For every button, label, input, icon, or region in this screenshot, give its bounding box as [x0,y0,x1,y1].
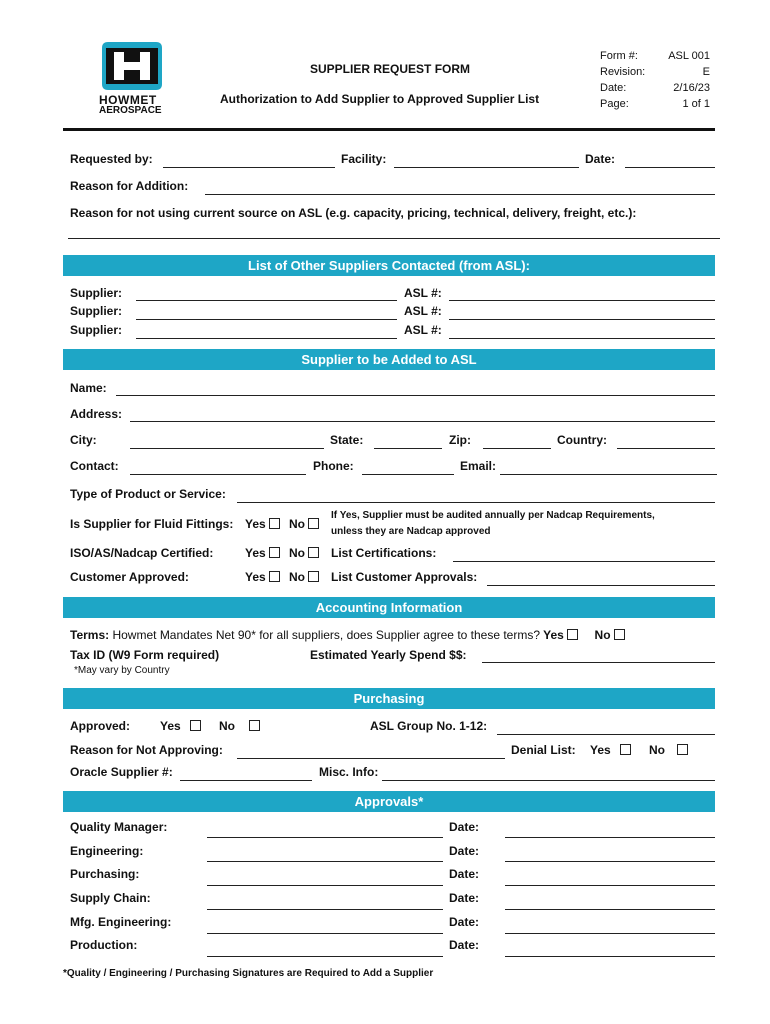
signature-field[interactable] [207,861,443,862]
denial-no-option[interactable] [649,743,688,757]
asl-group-label: ASL Group No. 1-12: [370,719,488,733]
asl-label-3: ASL #: [404,323,442,337]
list-customer-field[interactable] [487,585,715,586]
reason-not-approving-label: Reason for Not Approving: [70,743,223,757]
reason-not-current-field[interactable] [68,238,720,239]
terms-yes-checkbox[interactable] [567,629,578,640]
approved-label: Approved: [70,719,130,733]
signature-field[interactable] [207,933,443,934]
role-label: Mfg. Engineering: [70,915,172,929]
approval-date-label: Date: [449,891,480,905]
asl-field-3[interactable] [449,338,715,339]
checkbox[interactable] [677,744,688,755]
approved-yes-option[interactable] [160,719,201,733]
address-label: Address: [70,407,123,421]
checkbox[interactable] [190,720,201,731]
meta-row [600,48,710,64]
fluid-yes-option[interactable] [245,517,280,531]
meta-row [600,64,710,80]
meta-value: ASL 001 [668,50,710,62]
name-field[interactable] [116,395,715,396]
list-cert-label: List Certifications: [331,546,437,560]
signature-field[interactable] [207,885,443,886]
product-field[interactable] [237,502,715,503]
no-label: No [289,517,305,531]
country-label: Country: [557,433,607,447]
terms-no-checkbox[interactable] [614,629,625,640]
approval-date-field[interactable] [505,933,715,934]
date-label: Date: [585,152,616,166]
checkbox[interactable] [249,720,260,731]
fluid-no-option[interactable] [289,517,319,531]
checkbox[interactable] [308,518,319,529]
customer-yes-option[interactable] [245,570,280,584]
supplier-label-2: Supplier: [70,304,123,318]
approved-no-option[interactable] [219,719,260,733]
no-label: No [289,570,305,584]
company-logo [101,42,163,118]
list-cert-field[interactable] [453,561,715,562]
meta-label: Revision: [600,66,646,78]
yes-label: Yes [160,719,181,733]
country-note: *May vary by Country [74,665,170,676]
form-meta [600,48,710,112]
contact-label: Contact: [70,459,119,473]
terms-no-label: No [594,628,611,642]
iso-yes-option[interactable] [245,546,280,560]
reason-not-current-label: Reason for not using current source on ASL (e.g. capacity, pricing, technical, delivery, freight, etc.): [70,206,637,220]
role-label: Engineering: [70,844,144,858]
fluid-note-line1: If Yes, Supplier must be audited annually per Nadcap Requirements, [331,510,655,521]
asl-label-1: ASL #: [404,286,442,300]
checkbox[interactable] [269,571,280,582]
oracle-label: Oracle Supplier #: [70,765,173,779]
oracle-field[interactable] [180,780,312,781]
customer-approved-label: Customer Approved: [70,570,189,584]
checkbox[interactable] [308,547,319,558]
approval-date-label: Date: [449,867,480,881]
logo-line2: AEROSPACE [99,105,162,116]
checkbox[interactable] [269,547,280,558]
approval-date-field[interactable] [505,909,715,910]
reason-addition-field[interactable] [205,194,715,195]
yes-label: Yes [590,743,611,757]
misc-field[interactable] [382,780,715,781]
terms-label: Terms: [70,628,110,642]
iso-no-option[interactable] [289,546,319,560]
form-subtitle: Authorization to Add Supplier to Approved Supplier List [220,92,540,106]
misc-label: Misc. Info: [319,765,379,779]
meta-row [600,96,710,112]
email-field[interactable] [500,474,717,475]
approval-date-label: Date: [449,844,480,858]
header-rule [63,128,715,131]
terms-yes-label: Yes [543,628,564,642]
form-title: SUPPLIER REQUEST FORM [310,62,471,76]
role-label: Production: [70,938,138,952]
howmet-logo-icon [102,42,162,90]
fluid-fittings-label: Is Supplier for Fluid Fittings: [70,517,234,531]
denial-yes-option[interactable] [590,743,631,757]
no-label: No [289,546,305,560]
product-label: Type of Product or Service: [70,487,226,501]
email-label: Email: [460,459,497,473]
role-label: Supply Chain: [70,891,151,905]
city-label: City: [70,433,97,447]
zip-label: Zip: [449,433,471,447]
address-field[interactable] [130,421,715,422]
terms-text: Howmet Mandates Net 90* for all suppliers, does Supplier agree to these terms? [112,628,541,642]
other-suppliers-heading: List of Other Suppliers Contacted (from ASL): [63,255,715,276]
checkbox[interactable] [620,744,631,755]
spend-label: Estimated Yearly Spend $$: [310,648,467,662]
list-customer-label: List Customer Approvals: [331,570,478,584]
role-label: Quality Manager: [70,820,168,834]
logo-line1: HOWMET [99,93,157,107]
asl-group-field[interactable] [497,734,715,735]
state-field[interactable] [374,448,442,449]
phone-field[interactable] [362,474,454,475]
requested-by-field[interactable] [163,167,335,168]
supplier-field-1[interactable] [136,300,397,301]
signature-field[interactable] [207,956,443,957]
asl-label-2: ASL #: [404,304,442,318]
yes-label: Yes [245,570,266,584]
phone-label: Phone: [313,459,354,473]
approval-date-field[interactable] [505,861,715,862]
reason-addition-label: Reason for Addition: [70,179,189,193]
approval-date-field[interactable] [505,885,715,886]
no-label: No [649,743,665,757]
no-label: No [219,719,235,733]
accounting-heading: Accounting Information [63,597,715,618]
supplier-field-2[interactable] [136,319,397,320]
approval-date-label: Date: [449,820,480,834]
requested-by-label: Requested by: [70,152,153,166]
approval-date-label: Date: [449,938,480,952]
approvals-footnote: *Quality / Engineering / Purchasing Signatures are Required to Add a Supplier [63,968,434,979]
state-label: State: [330,433,364,447]
supplier-field-3[interactable] [136,338,397,339]
yes-label: Yes [245,546,266,560]
yes-label: Yes [245,517,266,531]
zip-field[interactable] [483,448,551,449]
spend-field[interactable] [482,662,715,663]
meta-value: 1 of 1 [682,98,710,110]
approval-date-field[interactable] [505,837,715,838]
signature-field[interactable] [207,837,443,838]
supplier-added-heading: Supplier to be Added to ASL [63,349,715,370]
approvals-heading: Approvals* [63,791,715,812]
approval-date-label: Date: [449,915,480,929]
iso-label: ISO/AS/Nadcap Certified: [70,546,214,560]
asl-field-2[interactable] [449,319,715,320]
fluid-note-line2: unless they are Nadcap approved [331,526,491,537]
checkbox[interactable] [269,518,280,529]
reason-not-approving-field[interactable] [237,758,505,759]
date-field[interactable] [625,167,715,168]
contact-field[interactable] [130,474,306,475]
meta-value: 2/16/23 [673,82,710,94]
meta-label: Date: [600,82,627,94]
facility-field[interactable] [394,167,579,168]
customer-no-option[interactable] [289,570,319,584]
supplier-label-3: Supplier: [70,323,123,337]
checkbox[interactable] [308,571,319,582]
terms-row [70,628,625,642]
city-field[interactable] [130,448,324,449]
facility-label: Facility: [341,152,387,166]
signature-field[interactable] [207,909,443,910]
meta-label: Page: [600,98,629,110]
country-field[interactable] [617,448,715,449]
name-label: Name: [70,381,107,395]
meta-label: Form #: [600,50,638,62]
meta-row [600,80,710,96]
role-label: Purchasing: [70,867,140,881]
approval-date-field[interactable] [505,956,715,957]
meta-value: E [702,66,710,78]
taxid-label: Tax ID (W9 Form required) [70,648,220,662]
asl-field-1[interactable] [449,300,715,301]
denial-list-label: Denial List: [511,743,576,757]
purchasing-heading: Purchasing [63,688,715,709]
supplier-label-1: Supplier: [70,286,123,300]
